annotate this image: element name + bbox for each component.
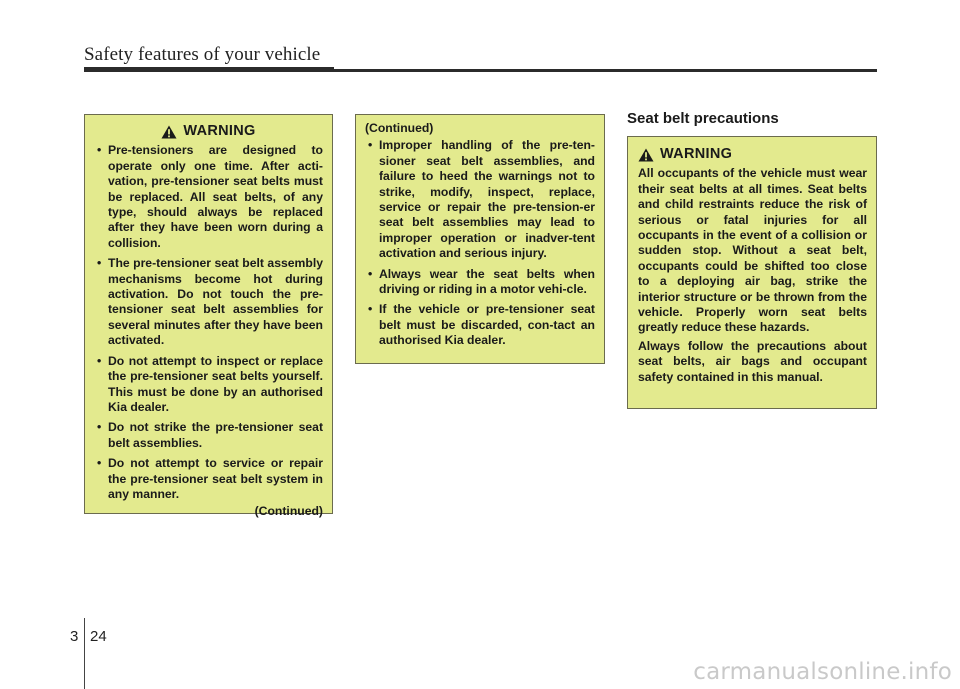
- list-item: • If the vehicle or pre-tensioner seat belt must be discarded, con-tact an authorised Kia dealer.: [365, 302, 595, 348]
- header-title: Safety features of your vehicle: [84, 44, 321, 65]
- warning-heading: [638, 147, 867, 162]
- warning-paragraph: All occupants of the vehicle must wear their seat belts at all times. Seat belts and child restraints reduce the risk of serious or fatal injuries for all occupants in the event of a collision or sudden stop. Without a seat belt, occupants could be shifted too close to a deploying air bag, strike the interior structure or be thrown from the vehicle. Properly worn seat belts greatly reduce these hazards.: [638, 166, 867, 335]
- warning-box-seat-belt-precautions: [627, 136, 877, 409]
- warning-box-continued: [355, 114, 605, 364]
- list-item: • Do not attempt to service or repair the pre-tensioner seat belt system in any manner.: [94, 456, 323, 502]
- warning-list: [365, 138, 595, 348]
- list-item: • Improper handling of the pre-ten-sioner seat belt assemblies, and failure to heed the warnings not to strike, modify, inspect, replace, service or repair the pre-tension-er seat belt assemblies may lead to improper operation or inadver-tent activation and serious injury.: [365, 138, 595, 261]
- header-rule: [84, 69, 877, 72]
- list-item: • The pre-tensioner seat belt assembly mechanisms become hot during activation. Do not touch the pre-tensioner seat belt assemblies for several minutes after they have been activated.: [94, 256, 323, 348]
- warning-heading: [94, 124, 323, 139]
- list-item: • Pre-tensioners are designed to operate only one time. After acti-vation, pre-tensioner seat belts must be replaced. All seat belts, of any type, should always be replaced after they have been worn during a collision.: [94, 143, 323, 251]
- continued-label: (Continued): [365, 121, 434, 135]
- continued-label: (Continued): [254, 504, 323, 519]
- chapter-number: 3: [70, 628, 79, 645]
- section-title: Seat belt precautions: [627, 110, 779, 127]
- list-item: • Do not attempt to inspect or replace the pre-tensioner seat belts yourself. This must be done by an authorised Kia dealer.: [94, 354, 323, 416]
- warning-paragraph: Always follow the precautions about seat belts, air bags and occupant safety contained in this manual.: [638, 338, 867, 384]
- list-item: • Always wear the seat belts when driving or riding in a motor vehi-cle.: [365, 267, 595, 298]
- warning-box-pretensioners: [84, 114, 333, 519]
- page-number: 24: [90, 628, 107, 645]
- list-item: • Do not strike the pre-tensioner seat belt assemblies.: [94, 420, 323, 451]
- warning-triangle-icon: [638, 148, 654, 162]
- warning-triangle-icon: [161, 125, 177, 139]
- footer-rule: [84, 618, 85, 689]
- warning-list: [94, 143, 323, 502]
- warning-label: WARNING: [660, 146, 733, 162]
- watermark: carmanualsonline.info: [693, 659, 952, 685]
- warning-label: WARNING: [183, 123, 256, 139]
